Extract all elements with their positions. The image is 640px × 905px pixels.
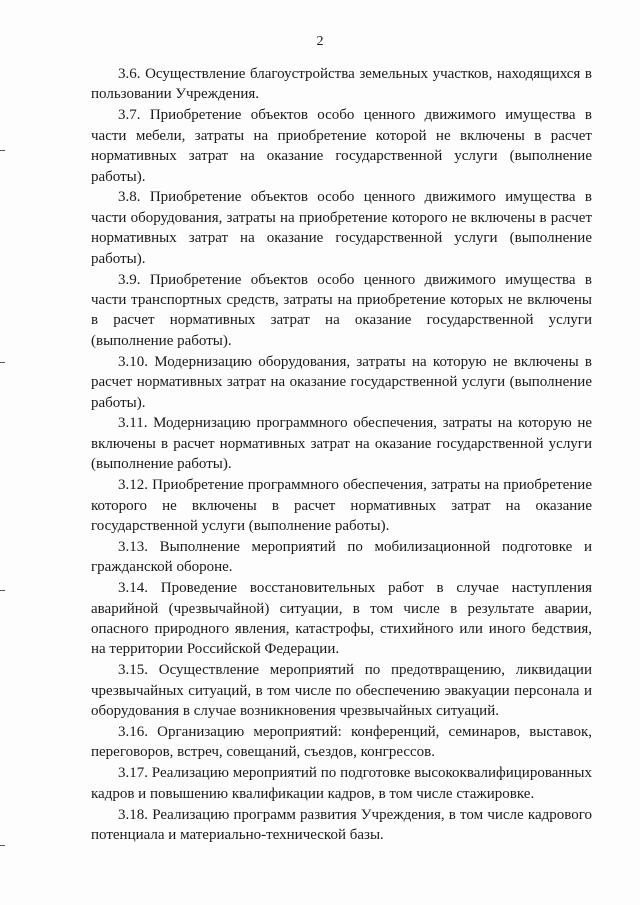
scan-edge-mark bbox=[0, 150, 5, 151]
paragraph-3-17: 3.17. Реализацию мероприятий по подготовке высококвалифицированных кадров и повышению квалификации кадров, в том числе стажировке. bbox=[91, 765, 592, 802]
paragraph-3-12: 3.12. Приобретение программного обеспечения, затраты на приобретение которого не включены в расчет нормативных затрат на оказание государственной услуги (выполнение работы). bbox=[91, 477, 592, 534]
paragraph-3-16: 3.16. Организацию мероприятий: конференций, семинаров, выставок, переговоров, встреч, совещаний, съездов, конгрессов. bbox=[91, 724, 592, 761]
paragraph-3-14: 3.14. Проведение восстановительных работ в случае наступления аварийной (чрезвычайной) ситуации, в том числе в результате аварии, опасного природного явления, катастрофы, стихийного или иного бедствия, на территории Российской Федерации. bbox=[91, 580, 592, 658]
paragraph-3-15: 3.15. Осуществление мероприятий по предотвращению, ликвидации чрезвычайных ситуаций, в том числе по обеспечению эвакуации персонала и оборудования в случае возникновения чрезвычайных ситуаций. bbox=[91, 662, 592, 720]
paragraph-3-7: 3.7. Приобретение объектов особо ценного движимого имущества в части мебели, затраты на приобретение которой не включены в расчет нормативных затрат на оказание государственной услуги (выполнение работы). bbox=[91, 107, 592, 185]
page-number: 2 bbox=[316, 34, 324, 49]
scan-edge-mark bbox=[0, 590, 5, 591]
paragraph-3-13: 3.13. Выполнение мероприятий по мобилизационной подготовке и гражданской обороне. bbox=[91, 538, 592, 576]
paragraph-3-18: 3.18. Реализацию программ развития Учреждения, в том числе кадрового потенциала и материально-технической базы. bbox=[91, 806, 592, 844]
scan-edge-mark bbox=[0, 362, 5, 363]
paragraph-3-11: 3.11. Модернизацию программного обеспечения, затраты на которую не включены в расчет нормативных затрат на оказание государственной услуги (выполнение работы). bbox=[91, 415, 592, 473]
paragraph-3-6: 3.6. Осуществление благоустройства земельных участков, находящихся в пользовании Учреждения. bbox=[91, 66, 592, 103]
paragraph-3-9: 3.9. Приобретение объектов особо ценного движимого имущества в части транспортных средств, затраты на приобретение которых не включены в расчет нормативных затрат на оказание государственной услуги (выполнение работы). bbox=[91, 271, 592, 349]
scan-edge-mark bbox=[0, 845, 5, 846]
document-body bbox=[91, 64, 592, 846]
paragraph-3-10: 3.10. Модернизацию оборудования, затраты на которую не включены в расчет нормативных затрат на оказание государственной услуги (выполнение работы). bbox=[91, 353, 592, 411]
paragraph-3-8: 3.8. Приобретение объектов особо ценного движимого имущества в части оборудования, затраты на приобретение которого не включены в расчет нормативных затрат на оказание государственной услуги (выполнение работы). bbox=[91, 189, 592, 267]
